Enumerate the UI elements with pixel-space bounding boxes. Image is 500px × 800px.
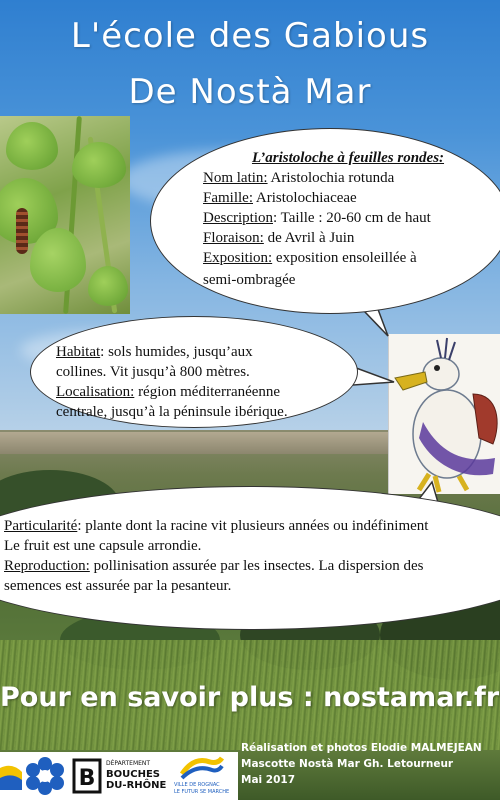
exposure-line [203,248,493,268]
leaf [88,266,128,306]
flowering-label: Floraison: [203,230,264,246]
family-line [203,188,493,208]
latin-name-line [203,168,493,188]
exposure-continuation: semi-ombragée [203,272,296,288]
departement-logo [106,758,172,791]
particularity-line-1 [4,516,500,536]
b-shield-logo-icon [70,756,104,796]
flowering-value: de Avril à Juin [263,230,355,246]
details-text [4,516,500,596]
habitat-text [56,342,346,422]
latin-name-label: Nom latin: [203,170,268,186]
location-label: Localisation: [56,384,135,400]
title-line-2: De Nostà Mar [128,72,372,112]
plant-photo [0,116,130,314]
svg-text:B: B [78,766,96,791]
plant-info-text [203,148,493,268]
title-line-1: L'école des Gabious [70,16,430,56]
particularity-value: : plante dont la racine vit plusieurs années ou indéfiniment [77,518,429,534]
departement-top-text: DÉPARTEMENT [106,760,151,767]
habitat-line-2: collines. Vit jusqu’à 800 mètres. [56,364,250,380]
leaf [6,122,58,170]
particularity-label: Particularité [4,518,78,534]
particularity-line-2: Le fruit est une capsule arrondie. [4,538,202,554]
latin-name-value: Aristolochia rotunda [267,170,395,186]
mascot-bird-icon [389,334,500,494]
partial-logo-icon [0,756,22,796]
departement-text-1: BOUCHES [106,769,160,780]
plant-heading: L’aristoloche à feuilles rondes: [251,150,445,166]
habitat-value: : sols humides, jusqu’aux [100,344,253,360]
rognac-text-2: LE FUTUR SE MARCHE [174,789,230,795]
habitat-line-1 [56,342,346,362]
reproduction-label: Reproduction: [4,558,90,574]
reproduction-value: pollinisation assurée par les insectes. La dispersion des [89,558,424,574]
credits [241,740,500,788]
caterpillar [16,208,28,254]
reproduction-line-1 [4,556,500,576]
description-value: : Taille : 20-60 cm de haut [272,210,431,226]
family-label: Famille: [203,190,253,206]
location-line-2: centrale, jusqu’à la péninsule ibérique. [56,404,288,420]
leaf [30,228,86,292]
description-line [203,208,493,228]
flower-logo-icon [26,756,64,796]
rognac-wave-icon [180,754,224,780]
flowering-line [203,228,493,248]
rognac-text-1: VILLE DE ROGNAC [174,782,220,788]
credit-line-3: Mai 2017 [241,774,296,786]
location-value: région méditerranéenne [134,384,281,400]
credit-line-2: Mascotte Nostà Mar Gh. Letourneur [241,758,454,770]
reproduction-line-2: semences est assurée par la pesanteur. [4,578,232,594]
credit-line-1: Réalisation et photos Elodie MALMEJEAN [241,742,482,754]
departement-text-2: DU-RHÔNE [106,780,167,791]
description-label: Description [203,210,273,226]
location-line-1 [56,382,346,402]
mascot-bird-drawing [388,334,500,494]
exposure-label: Exposition: [203,250,273,266]
habitat-label: Habitat [56,344,101,360]
family-value: Aristolochiaceae [253,190,357,206]
exposure-value: exposition ensoleillée à [272,250,417,266]
website-link[interactable]: Pour en savoir plus : nostamar.fr [0,682,500,713]
leaf [72,142,126,188]
rognac-logo [174,754,236,798]
partner-logos [0,752,238,800]
